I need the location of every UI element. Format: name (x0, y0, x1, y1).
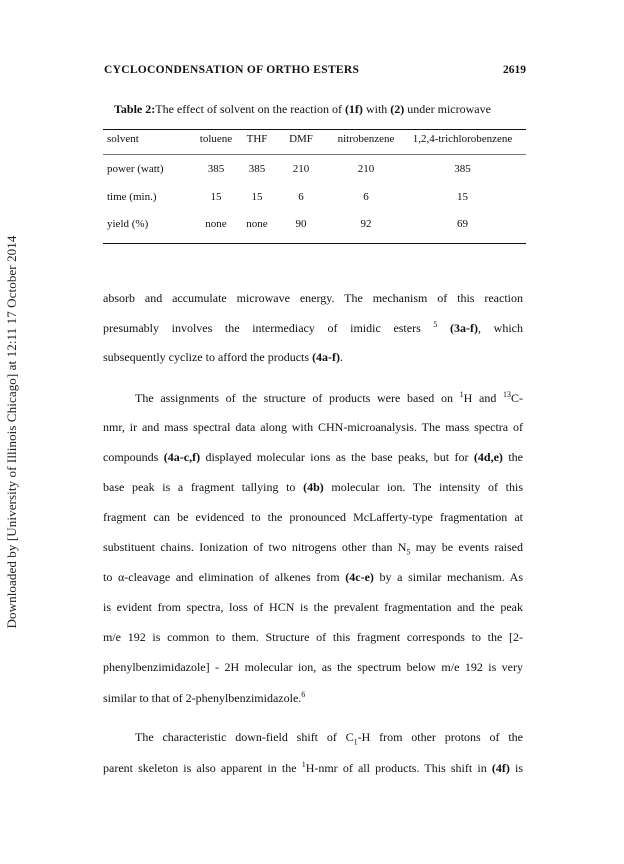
text-line: phenylbenzimidazole] - 2H molecular ion, as the spectrum below m/e 192 is very (103, 660, 523, 674)
table-cell: 15 (210, 191, 222, 203)
table-header-row (103, 133, 526, 149)
col-header: THF (246, 133, 268, 145)
table-cell: 69 (457, 218, 468, 230)
compound-ref: (4a-f) (312, 350, 341, 364)
compound-ref: (4a-c,f) (163, 450, 201, 464)
text-line (103, 320, 523, 336)
table-header-rule (103, 154, 526, 155)
table-bottom-rule (103, 243, 526, 244)
text-span: H and (463, 391, 503, 405)
subscript: 1 (353, 737, 358, 747)
table-cell: 385 (248, 163, 266, 175)
caption-text: under microwave (404, 102, 491, 116)
text-line (103, 760, 523, 776)
col-header: DMF (289, 133, 313, 145)
download-note: Downloaded by [University of Illinois Chicago] at 12:11 17 October 2014 (4, 235, 19, 629)
table-cell: 6 (298, 191, 304, 203)
compound-ref: (3a-f) (450, 321, 479, 335)
table-cell: 15 (457, 191, 468, 203)
text-line: m/e 192 is common to them. Structure of this fragment corresponds to the [2- (103, 630, 523, 644)
text-span (437, 321, 450, 335)
text-line: nmr, ir and mass spectral data along with CHN-microanalysis. The mass spectra of (103, 420, 523, 434)
col-header: toluene (199, 133, 233, 145)
table-cell: power (watt) (107, 163, 164, 175)
text-span: substituent chains. Ionization of two nitrogens other than N (103, 540, 407, 554)
text-line (103, 540, 523, 556)
text-span: , which (478, 321, 523, 335)
text-line (103, 690, 523, 706)
text-line (103, 350, 523, 365)
text-line (103, 390, 523, 406)
text-span: base peak is a fragment tallying to (103, 480, 304, 494)
table-cell: 210 (357, 163, 375, 175)
reference-mark: 5 (433, 320, 438, 329)
text-span: to α-cleavage and elimination of alkenes from (103, 570, 346, 584)
page-number: 2619 (503, 64, 526, 76)
text-span: subsequently cyclize to afford the products (103, 350, 313, 364)
col-header: solvent (107, 133, 139, 145)
text-span: by a similar mechanism. As (373, 570, 523, 584)
table-cell: none (205, 218, 227, 230)
table-cell: 15 (251, 191, 263, 203)
text-line (103, 480, 523, 495)
table-cell: time (min.) (107, 191, 157, 203)
table-top-rule (103, 129, 526, 130)
text-line: fragment can be evidenced to the pronounced McLafferty-type fragmentation at (103, 510, 523, 524)
caption-compound: (1f) (344, 102, 363, 116)
table-row (103, 218, 526, 234)
compound-ref: (4b) (303, 480, 324, 494)
text-line: absorb and accumulate microwave energy. The mechanism of this reaction (103, 291, 523, 305)
caption-text: The effect of solvent on the reaction of (155, 102, 345, 116)
text-span: . (340, 350, 344, 364)
table-cell: none (246, 218, 268, 230)
table-row (103, 191, 526, 207)
text-line (103, 450, 523, 465)
text-span: similar to that of 2-phenylbenzimidazole. (103, 691, 302, 705)
text-span: compounds (103, 450, 164, 464)
compound-ref: (4f) (491, 761, 510, 775)
text-span: The assignments of the structure of products were based on (135, 391, 460, 405)
text-span: parent skeleton is also apparent in the (103, 761, 302, 775)
text-span: displayed molecular ions as the base peaks, but for (200, 450, 474, 464)
table-cell: 6 (363, 191, 369, 203)
col-header: nitrobenzene (337, 133, 395, 145)
isotope-mark: 1 (459, 390, 464, 399)
table-caption (114, 102, 491, 117)
text-span: C- (511, 391, 523, 405)
table-cell: 92 (360, 218, 372, 230)
subscript: 5 (406, 547, 411, 557)
text-span: is (509, 761, 524, 775)
text-span: The characteristic down-field shift of C (135, 730, 354, 744)
isotope-mark: 13 (503, 390, 511, 399)
caption-compound: (2) (390, 102, 405, 116)
text-span: the (502, 450, 523, 464)
text-span: -H from other protons of the (357, 730, 523, 744)
table-row (103, 163, 526, 179)
table-cell: 210 (292, 163, 310, 175)
text-span: presumably involves the intermediacy of imidic esters (103, 321, 434, 335)
isotope-mark: 1 (301, 760, 306, 769)
caption-text: with (362, 102, 391, 116)
col-header: 1,2,4-trichlorobenzene (412, 133, 513, 145)
text-span: H-nmr of all products. This shift in (305, 761, 492, 775)
table-cell: 385 (454, 163, 471, 175)
table-cell: yield (%) (107, 218, 149, 230)
text-line: is evident from spectra, loss of HCN is the prevalent fragmentation and the peak (103, 600, 523, 614)
text-span: may be events raised (410, 540, 523, 554)
table-cell: 385 (207, 163, 225, 175)
download-watermark (2, 0, 22, 864)
compound-ref: (4c-e) (345, 570, 374, 584)
compound-ref: (4d,e) (473, 450, 503, 464)
text-span: molecular ion. The intensity of this (323, 480, 523, 494)
table-cell: 90 (295, 218, 307, 230)
table-label: Table 2: (114, 102, 156, 116)
reference-mark: 6 (301, 690, 306, 699)
text-line (103, 730, 523, 746)
text-line (103, 570, 523, 585)
running-title: CYCLOCONDENSATION OF ORTHO ESTERS (104, 64, 360, 76)
